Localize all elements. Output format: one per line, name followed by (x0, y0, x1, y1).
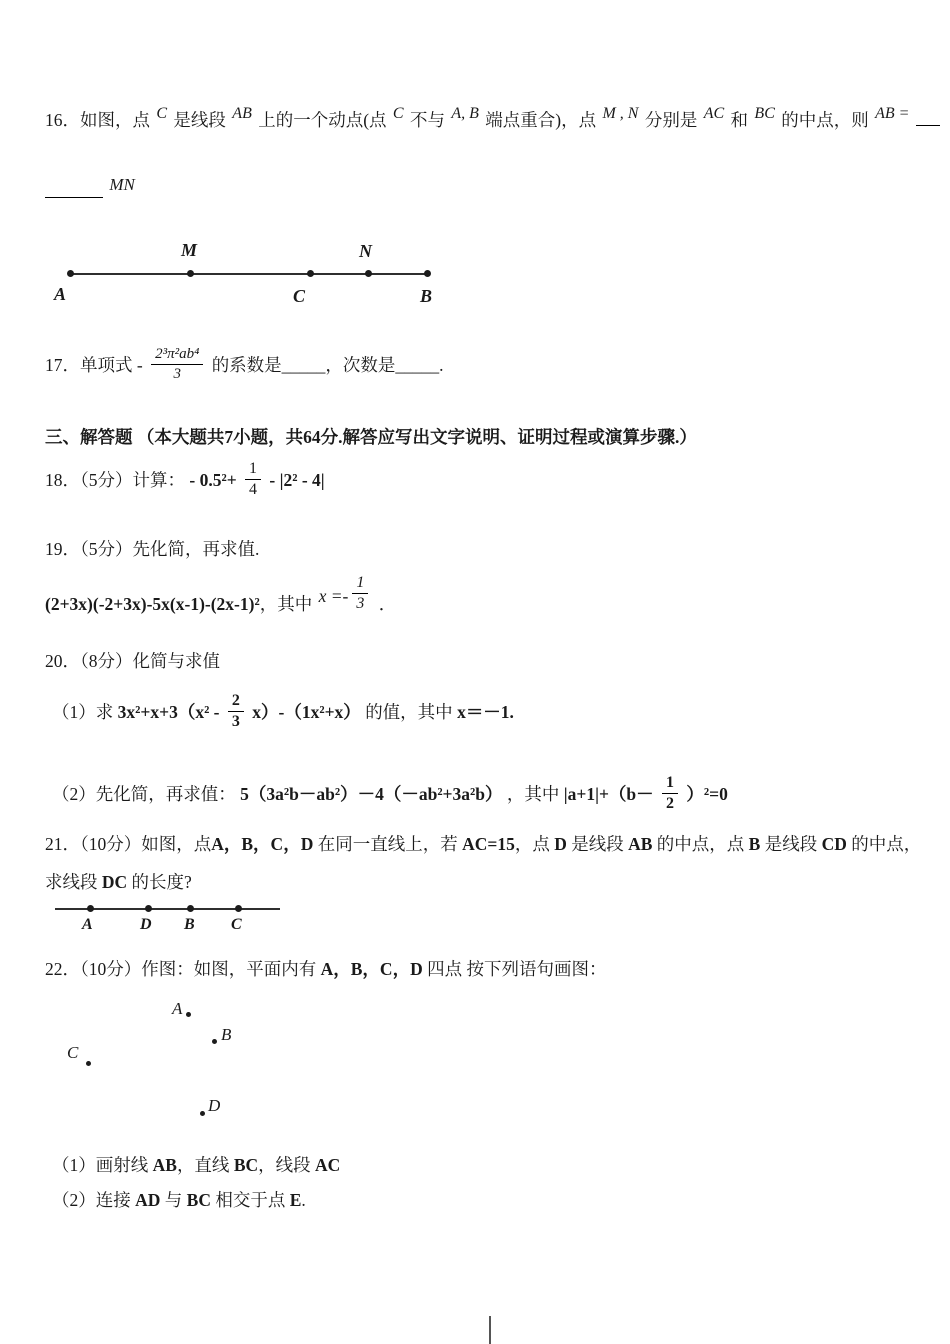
q20-part1-formula-3: x＝－1. (457, 702, 514, 723)
point-m-label: M (181, 240, 198, 260)
question-22-number: 22． (45, 959, 80, 979)
point-b-dot (424, 270, 431, 277)
question-21-line2 (45, 869, 192, 895)
q21-text-1e: 的中点，点 (656, 834, 745, 854)
question-19-number: 19． (45, 539, 80, 559)
question-20-number: 20． (45, 651, 80, 671)
q22-text-1a: （10分）作图：如图，平面内有 (80, 959, 317, 979)
q18-formula-1: - 0.5²+ (189, 470, 237, 491)
q17-text-2: 的系数是_____，次数是_____. (211, 355, 444, 376)
question-21-diagram (0, 895, 950, 940)
q19-x-equals: x =- (318, 586, 349, 607)
q21-point-d: D (554, 834, 567, 854)
q20-fraction-1-denominator: 3 (231, 713, 240, 731)
q19-fraction-denominator: 3 (356, 595, 365, 613)
question-21-line1 (45, 831, 921, 857)
point-b-label: B (420, 286, 433, 306)
q16-math-m-n: M , N (602, 105, 639, 122)
q21-text-1g: 的中点， (851, 834, 922, 854)
q16-math-c1: C (156, 105, 168, 122)
q22-line-bc: BC (233, 1155, 259, 1175)
q16-text-6: 分别是 (644, 110, 698, 130)
q21-text-1a: （10分）如图，点 (80, 834, 212, 854)
q20-part1-label: （1）求 (52, 702, 114, 723)
point-m-dot (187, 270, 194, 277)
question-17 (45, 348, 444, 386)
q16-math-ab-eq: AB = (875, 105, 910, 122)
q22-point-e: E (289, 1190, 302, 1210)
point-c-dot (86, 1061, 91, 1066)
q21-text-1c: ，点 (514, 834, 550, 854)
point-d-dot (145, 905, 152, 912)
q18-fraction-numerator: 1 (245, 459, 261, 480)
question-20-part2 (52, 776, 728, 816)
q22-part1-text-b: ，直线 (176, 1155, 230, 1175)
q21-ac-value: AC=15 (462, 834, 515, 854)
q19-expression: (2+3x)(-2+3x)-5x(x-1)-(2x-1)² (45, 594, 260, 615)
point-b-dot (212, 1039, 217, 1044)
question-21-number: 21． (45, 834, 80, 854)
q22-part2-text-a: （2）连接 (52, 1190, 131, 1210)
point-n-label: N (359, 241, 372, 261)
point-c-label: C (67, 1043, 79, 1062)
q20-fraction-1 (228, 691, 244, 731)
q18-text-1: （5分）计算： (80, 470, 185, 491)
question-16-line2 (45, 175, 137, 206)
question-22-part2 (52, 1187, 306, 1213)
question-22-diagram (0, 992, 950, 1132)
q18-fraction-denominator: 4 (249, 481, 258, 499)
q16-math-ab: AB (232, 105, 252, 122)
q20-fraction-1-numerator: 2 (228, 691, 244, 712)
q19-math-x-value (319, 576, 373, 616)
question-22-line1 (45, 956, 606, 982)
point-d-label: D (140, 916, 152, 933)
question-20-line1 (45, 648, 220, 674)
q22-segment-ad: AD (135, 1190, 161, 1210)
point-d-label: D (208, 1096, 221, 1115)
q22-segment-ac: AC (315, 1155, 341, 1175)
q20-part2-formula-1: 5（3a²b－ab²）－4（－ab²+3a²b） (240, 784, 503, 805)
q20-part1-formula-1: 3x²+x+3（x² - (117, 702, 220, 723)
point-d-dot (200, 1111, 205, 1116)
question-16-line1 (45, 106, 940, 135)
q19-text-3: ． (378, 594, 397, 615)
q16-text-5: 端点重合)，点 (485, 110, 597, 130)
q16-text-3: 上的一个动点(点 (258, 110, 387, 130)
question-22-part1 (52, 1152, 340, 1178)
section-3-header (45, 424, 697, 450)
q21-segment-ab: AB (628, 834, 653, 854)
q19-text-1: （5分）先化简，再求值. (80, 539, 260, 559)
q20-part1-formula-2: x）-（1x²+x） (252, 702, 361, 723)
question-18 (45, 462, 325, 502)
q20-text-1: （8分）化简与求值 (80, 651, 220, 671)
point-c-label: C (231, 916, 242, 933)
question-19-line1 (45, 536, 259, 562)
q21-text-1b: 在同一直线上，若 (317, 834, 458, 854)
q21-segment-dc: DC (101, 872, 128, 892)
q17-text-1: 单项式 - (80, 355, 143, 376)
q20-fraction-2-denominator: 2 (666, 795, 675, 813)
q22-part1-text-a: （1）画射线 (52, 1155, 149, 1175)
point-a-label: A (172, 999, 183, 1018)
q22-part2-text-d: . (301, 1190, 306, 1210)
q16-text-4: 不与 (409, 110, 445, 130)
q16-text-8: 的中点，则 (781, 110, 869, 130)
question-16-number: 16． (45, 110, 80, 130)
q18-fraction (245, 459, 261, 499)
q22-text-1b: 四点 按下列语句画图： (427, 959, 607, 979)
q17-fraction (151, 345, 203, 383)
q21-points-abcd: A，B，C，D (211, 834, 314, 854)
question-17-number: 17． (45, 355, 80, 376)
q22-part1-text-c: ，线段 (258, 1155, 311, 1175)
q20-fraction-2-numerator: 1 (662, 773, 678, 794)
q21-text-1d: 是线段 (571, 834, 624, 854)
q21-text-2b: 的长度? (131, 872, 192, 892)
q20-part2-label: （2）先化简，再求值： (52, 784, 236, 805)
q16-answer-blank (45, 178, 103, 198)
q20-fraction-2 (662, 773, 678, 813)
q22-part2-text-b: 与 (164, 1190, 183, 1210)
point-c-dot (307, 270, 314, 277)
q16-text-2: 是线段 (173, 110, 226, 130)
point-b-label: B (184, 916, 195, 933)
point-b-dot (187, 905, 194, 912)
q19-fraction (352, 573, 368, 613)
q16-text-1: 如图，点 (80, 110, 150, 130)
question-19-line2 (45, 574, 397, 624)
q19-fraction-numerator: 1 (352, 573, 368, 594)
point-c-label: C (293, 286, 306, 306)
q20-part1-text-2: 的值，其中 (365, 702, 453, 723)
q22-points-abcd: A，B，C，D (320, 959, 423, 979)
q20-part2-formula-3: ）²=0 (686, 784, 728, 805)
q20-part2-text-2: ，其中 (506, 784, 560, 805)
section-3-description: （本大题共7小题，共64分.解答应写出文字说明、证明过程或演算步骤.） (136, 427, 697, 447)
q22-line-bc-2: BC (186, 1190, 211, 1210)
point-c-dot (235, 905, 242, 912)
q16-math-c2: C (392, 105, 404, 122)
q22-ray-ab: AB (152, 1155, 177, 1175)
q20-part2-formula-2: |a+1|+（b－ (563, 784, 654, 805)
q16-math-mn: MN (109, 175, 135, 194)
q16-math-bc: BC (754, 105, 775, 122)
point-n-dot (365, 270, 372, 277)
point-a-dot (186, 1012, 191, 1017)
q19-text-2: ，其中 (259, 594, 313, 615)
question-18-number: 18． (45, 470, 80, 491)
q21-text-1f: 是线段 (764, 834, 818, 854)
point-b-label: B (221, 1025, 232, 1044)
q21-text-2a: 求线段 (45, 872, 98, 892)
q16-answer-blank-end (916, 106, 940, 126)
q18-formula-2: - |2² - 4| (269, 470, 325, 491)
q21-point-b: B (748, 834, 761, 854)
section-3-title: 三、解答题 (45, 427, 133, 447)
q17-fraction-denominator: 3 (173, 366, 181, 382)
q22-part2-text-c: 相交于点 (215, 1190, 286, 1210)
q21-segment-cd: CD (821, 834, 847, 854)
point-a-label: A (54, 284, 67, 304)
question-16-diagram (0, 233, 950, 313)
q17-fraction-numerator: 2³π²ab⁴ (151, 345, 203, 365)
segment-ab-line (70, 273, 428, 275)
point-a-dot (87, 905, 94, 912)
q16-text-7: 和 (730, 110, 749, 130)
question-20-part1 (52, 694, 514, 734)
q16-math-a-b: A, B (451, 105, 479, 122)
page-footer-mark (489, 1316, 491, 1344)
q16-math-ac: AC (703, 105, 725, 122)
point-a-label: A (82, 916, 93, 933)
point-a-dot (67, 270, 74, 277)
